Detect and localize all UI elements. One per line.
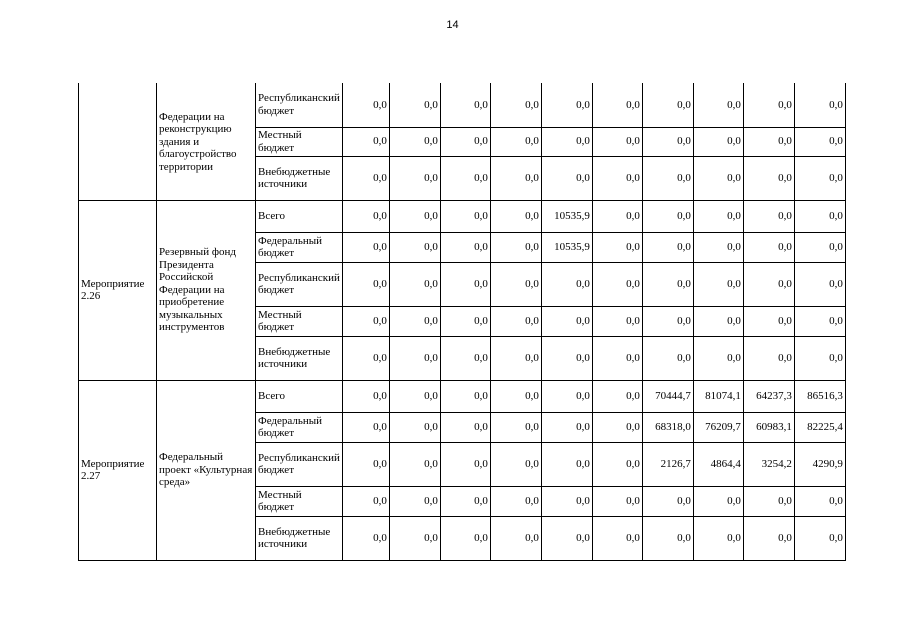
value-text: 0,0 [576, 389, 590, 402]
value-text: 0,0 [626, 98, 640, 111]
value-text: 0,0 [778, 98, 792, 111]
value-cell [440, 232, 490, 262]
value-cell [389, 336, 440, 380]
value-cell [693, 127, 743, 156]
value-cell [794, 380, 845, 412]
value-cell [389, 156, 440, 200]
value-text: 0,0 [677, 494, 691, 507]
measure-name-cell: Резервный фонд Президента Российской Федерации на приобретение музыкальных инструментов [157, 200, 256, 380]
budget-table-body [79, 83, 846, 560]
value-cell [794, 336, 845, 380]
value-cell [541, 442, 592, 486]
value-text: 0,0 [525, 209, 539, 222]
value-cell [642, 156, 693, 200]
value-text: 0,0 [727, 98, 741, 111]
value-text: 0,0 [727, 209, 741, 222]
value-cell [592, 486, 642, 516]
value-cell [693, 486, 743, 516]
value-text: 0,0 [778, 171, 792, 184]
value-cell [693, 200, 743, 232]
value-text: 0,0 [525, 389, 539, 402]
funding-source-cell: Местный бюджет [256, 127, 343, 156]
value-text: 0,0 [373, 98, 387, 111]
value-text: 0,0 [626, 314, 640, 327]
value-cell [541, 486, 592, 516]
value-cell [389, 127, 440, 156]
value-text: 68318,0 [655, 420, 691, 433]
value-text: 0,0 [424, 351, 438, 364]
value-text: 0,0 [727, 314, 741, 327]
value-cell [794, 412, 845, 442]
value-text: 0,0 [474, 531, 488, 544]
value-text: 0,0 [829, 531, 843, 544]
value-cell [743, 336, 794, 380]
value-cell [794, 306, 845, 336]
value-text: 4864,4 [710, 457, 741, 470]
value-text: 0,0 [373, 457, 387, 470]
value-cell [389, 200, 440, 232]
value-cell [743, 83, 794, 127]
value-text: 0,0 [727, 240, 741, 253]
value-cell [743, 232, 794, 262]
value-cell [541, 200, 592, 232]
value-cell [743, 156, 794, 200]
value-cell [389, 262, 440, 306]
page-number: 14 [446, 19, 459, 31]
value-cell [490, 127, 541, 156]
budget-table [78, 83, 846, 561]
value-text: 0,0 [525, 314, 539, 327]
value-cell [440, 336, 490, 380]
value-text: 0,0 [474, 171, 488, 184]
value-cell [490, 380, 541, 412]
value-cell [794, 83, 845, 127]
measure-name-cell: Федеральный проект «Культурная среда» [157, 380, 256, 560]
value-text: 0,0 [373, 531, 387, 544]
value-cell [541, 232, 592, 262]
funding-source-cell: Республиканский бюджет [256, 262, 343, 306]
funding-source-cell: Республиканский бюджет [256, 83, 343, 127]
value-cell [693, 262, 743, 306]
value-cell [541, 156, 592, 200]
value-cell [693, 336, 743, 380]
value-cell [794, 232, 845, 262]
value-text: 0,0 [424, 171, 438, 184]
value-text: 0,0 [373, 494, 387, 507]
value-cell [743, 516, 794, 560]
value-cell [592, 442, 642, 486]
value-text: 0,0 [525, 531, 539, 544]
value-cell [592, 380, 642, 412]
funding-source-cell: Внебюджетные источники [256, 156, 343, 200]
funding-source-cell: Местный бюджет [256, 486, 343, 516]
value-text: 0,0 [576, 171, 590, 184]
value-cell [440, 200, 490, 232]
value-text: 0,0 [677, 531, 691, 544]
measure-code-cell [79, 83, 157, 200]
value-text: 0,0 [778, 277, 792, 290]
value-text: 0,0 [525, 240, 539, 253]
funding-source-cell: Внебюджетные источники [256, 516, 343, 560]
table-row [79, 83, 846, 127]
value-cell [743, 262, 794, 306]
value-text: 81074,1 [705, 389, 741, 402]
value-cell [693, 412, 743, 442]
value-text: 0,0 [474, 420, 488, 433]
value-text: 0,0 [778, 351, 792, 364]
value-text: 0,0 [626, 135, 640, 148]
value-cell [693, 516, 743, 560]
value-text: 0,0 [525, 277, 539, 290]
value-text: 0,0 [829, 494, 843, 507]
value-text: 0,0 [829, 351, 843, 364]
value-text: 0,0 [626, 389, 640, 402]
value-text: 4290,9 [812, 457, 843, 470]
value-text: 0,0 [525, 457, 539, 470]
value-cell [342, 412, 389, 442]
value-cell [743, 442, 794, 486]
value-cell [642, 442, 693, 486]
value-text: 0,0 [576, 494, 590, 507]
table-row [79, 200, 846, 232]
value-cell [642, 306, 693, 336]
value-text: 0,0 [778, 209, 792, 222]
value-cell [794, 200, 845, 232]
value-cell [693, 156, 743, 200]
value-cell [490, 442, 541, 486]
value-text: 70444,7 [655, 389, 691, 402]
value-cell [490, 232, 541, 262]
value-cell [440, 83, 490, 127]
value-text: 0,0 [525, 135, 539, 148]
value-cell [342, 516, 389, 560]
value-text: 0,0 [778, 240, 792, 253]
value-cell [743, 486, 794, 516]
value-text: 0,0 [778, 494, 792, 507]
value-text: 86516,3 [807, 389, 843, 402]
value-cell [592, 336, 642, 380]
value-cell [693, 306, 743, 336]
value-cell [440, 156, 490, 200]
value-text: 0,0 [626, 420, 640, 433]
value-text: 0,0 [829, 209, 843, 222]
value-text: 0,0 [373, 351, 387, 364]
table-row [79, 380, 846, 412]
value-text: 0,0 [677, 171, 691, 184]
value-text: 0,0 [373, 135, 387, 148]
funding-source-cell: Всего [256, 380, 343, 412]
value-cell [743, 200, 794, 232]
value-cell [794, 516, 845, 560]
value-text: 0,0 [626, 531, 640, 544]
value-text: 0,0 [829, 240, 843, 253]
value-cell [743, 412, 794, 442]
value-text: 0,0 [778, 314, 792, 327]
value-cell [541, 516, 592, 560]
value-text: 0,0 [576, 98, 590, 111]
value-text: 60983,1 [756, 420, 792, 433]
value-cell [642, 380, 693, 412]
value-text: 0,0 [576, 135, 590, 148]
value-text: 0,0 [576, 351, 590, 364]
value-cell [592, 200, 642, 232]
value-cell [440, 380, 490, 412]
value-cell [693, 83, 743, 127]
value-cell [642, 486, 693, 516]
value-text: 0,0 [677, 314, 691, 327]
value-text: 0,0 [576, 314, 590, 327]
value-text: 0,0 [373, 389, 387, 402]
value-cell [693, 232, 743, 262]
value-text: 0,0 [424, 494, 438, 507]
value-cell [389, 516, 440, 560]
value-cell [541, 127, 592, 156]
value-text: 0,0 [424, 531, 438, 544]
value-text: 0,0 [424, 314, 438, 327]
value-text: 0,0 [373, 171, 387, 184]
value-cell [342, 442, 389, 486]
value-cell [642, 262, 693, 306]
value-cell [592, 516, 642, 560]
value-text: 82225,4 [807, 420, 843, 433]
value-text: 0,0 [829, 135, 843, 148]
value-cell [389, 442, 440, 486]
value-cell [440, 306, 490, 336]
value-text: 0,0 [424, 135, 438, 148]
value-text: 0,0 [373, 277, 387, 290]
value-text: 0,0 [829, 98, 843, 111]
measure-code-cell: Мероприятие 2.27 [79, 380, 157, 560]
value-cell [342, 127, 389, 156]
value-text: 0,0 [829, 277, 843, 290]
funding-source-cell: Федеральный бюджет [256, 232, 343, 262]
value-text: 0,0 [373, 209, 387, 222]
value-cell [693, 380, 743, 412]
value-cell [440, 262, 490, 306]
value-cell [342, 336, 389, 380]
value-cell [342, 306, 389, 336]
value-text: 0,0 [525, 351, 539, 364]
value-text: 0,0 [525, 171, 539, 184]
value-cell [592, 262, 642, 306]
value-text: 0,0 [474, 135, 488, 148]
funding-source-cell: Республиканский бюджет [256, 442, 343, 486]
value-text: 0,0 [576, 277, 590, 290]
value-cell [389, 83, 440, 127]
value-cell [389, 232, 440, 262]
measure-name-cell: Федерации на реконструкцию здания и благоустройство территории [157, 83, 256, 200]
value-cell [490, 200, 541, 232]
value-text: 0,0 [424, 420, 438, 433]
value-cell [743, 380, 794, 412]
value-text: 0,0 [373, 420, 387, 433]
value-text: 0,0 [626, 240, 640, 253]
value-cell [342, 156, 389, 200]
value-cell [693, 442, 743, 486]
funding-source-cell: Внебюджетные источники [256, 336, 343, 380]
value-cell [743, 127, 794, 156]
value-text: 0,0 [626, 209, 640, 222]
value-text: 0,0 [474, 98, 488, 111]
value-cell [642, 336, 693, 380]
value-text: 0,0 [727, 531, 741, 544]
value-text: 0,0 [626, 351, 640, 364]
value-cell [342, 380, 389, 412]
funding-source-cell: Местный бюджет [256, 306, 343, 336]
value-text: 0,0 [677, 277, 691, 290]
value-text: 0,0 [727, 277, 741, 290]
value-text: 0,0 [474, 314, 488, 327]
value-text: 0,0 [424, 98, 438, 111]
value-text: 0,0 [474, 277, 488, 290]
value-cell [490, 306, 541, 336]
value-text: 0,0 [778, 531, 792, 544]
value-cell [490, 262, 541, 306]
value-text: 0,0 [525, 494, 539, 507]
value-text: 3254,2 [761, 457, 792, 470]
value-cell [342, 83, 389, 127]
value-cell [440, 516, 490, 560]
value-text: 0,0 [373, 240, 387, 253]
value-cell [342, 262, 389, 306]
value-cell [440, 442, 490, 486]
value-text: 0,0 [829, 171, 843, 184]
value-cell [490, 83, 541, 127]
funding-source-cell: Всего [256, 200, 343, 232]
value-cell [342, 486, 389, 516]
measure-code-cell: Мероприятие 2.26 [79, 200, 157, 380]
value-text: 76209,7 [705, 420, 741, 433]
value-cell [592, 156, 642, 200]
value-text: 0,0 [474, 389, 488, 402]
value-text: 0,0 [474, 351, 488, 364]
value-text: 0,0 [727, 494, 741, 507]
value-text: 0,0 [525, 420, 539, 433]
value-text: 0,0 [424, 457, 438, 470]
value-text: 0,0 [677, 240, 691, 253]
value-cell [642, 232, 693, 262]
value-cell [342, 200, 389, 232]
value-cell [541, 380, 592, 412]
value-cell [541, 306, 592, 336]
value-cell [592, 412, 642, 442]
value-text: 0,0 [727, 171, 741, 184]
value-text: 0,0 [727, 135, 741, 148]
value-text: 0,0 [576, 531, 590, 544]
value-text: 0,0 [677, 98, 691, 111]
value-cell [592, 127, 642, 156]
value-cell [642, 200, 693, 232]
value-cell [794, 156, 845, 200]
value-cell [592, 232, 642, 262]
value-cell [389, 306, 440, 336]
value-text: 0,0 [829, 314, 843, 327]
value-cell [541, 412, 592, 442]
value-text: 0,0 [677, 135, 691, 148]
value-text: 64237,3 [756, 389, 792, 402]
value-text: 0,0 [626, 171, 640, 184]
value-text: 0,0 [474, 494, 488, 507]
value-cell [440, 412, 490, 442]
value-text: 0,0 [424, 209, 438, 222]
value-text: 0,0 [727, 351, 741, 364]
value-text: 0,0 [626, 457, 640, 470]
value-cell [490, 336, 541, 380]
value-text: 0,0 [677, 209, 691, 222]
value-text: 0,0 [626, 277, 640, 290]
value-cell [490, 516, 541, 560]
value-text: 0,0 [424, 277, 438, 290]
value-cell [794, 486, 845, 516]
value-cell [592, 306, 642, 336]
value-cell [642, 516, 693, 560]
value-text: 0,0 [373, 314, 387, 327]
value-text: 10535,9 [554, 209, 590, 222]
value-cell [490, 412, 541, 442]
value-text: 10535,9 [554, 240, 590, 253]
value-text: 0,0 [424, 389, 438, 402]
value-text: 2126,7 [660, 457, 691, 470]
value-text: 0,0 [677, 351, 691, 364]
value-cell [592, 83, 642, 127]
value-cell [490, 486, 541, 516]
value-cell [389, 380, 440, 412]
value-text: 0,0 [626, 494, 640, 507]
value-cell [440, 486, 490, 516]
value-text: 0,0 [525, 98, 539, 111]
value-cell [389, 486, 440, 516]
value-text: 0,0 [474, 457, 488, 470]
value-text: 0,0 [576, 457, 590, 470]
value-cell [642, 412, 693, 442]
value-text: 0,0 [424, 240, 438, 253]
value-text: 0,0 [576, 420, 590, 433]
value-cell [642, 83, 693, 127]
value-cell [794, 262, 845, 306]
value-cell [743, 306, 794, 336]
value-cell [794, 127, 845, 156]
value-text: 0,0 [474, 240, 488, 253]
value-cell [794, 442, 845, 486]
value-cell [541, 336, 592, 380]
value-cell [440, 127, 490, 156]
value-cell [541, 262, 592, 306]
value-cell [389, 412, 440, 442]
value-cell [541, 83, 592, 127]
value-text: 0,0 [778, 135, 792, 148]
value-cell [342, 232, 389, 262]
funding-source-cell: Федеральный бюджет [256, 412, 343, 442]
value-cell [642, 127, 693, 156]
value-cell [490, 156, 541, 200]
value-text: 0,0 [474, 209, 488, 222]
